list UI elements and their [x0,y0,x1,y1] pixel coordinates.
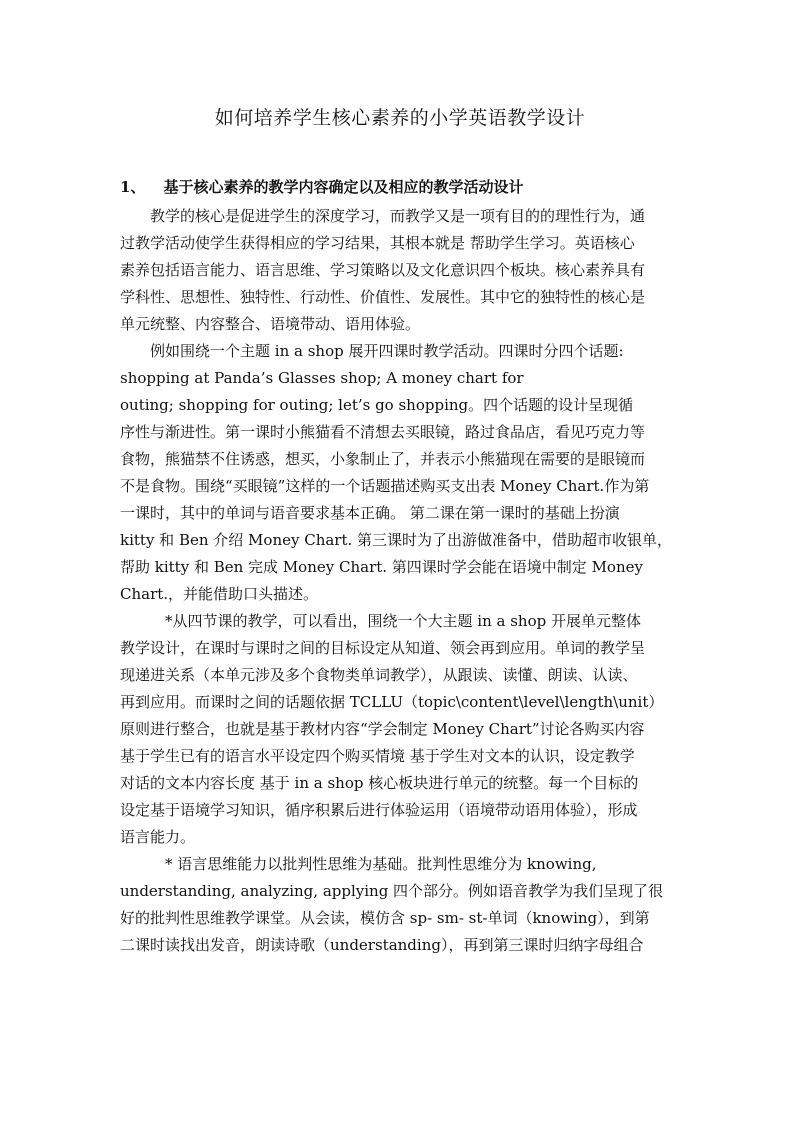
text-line: 语言能力。 [120,828,196,846]
text-line: * 语言思维能力以批判性思维为基础。批判性思维分为 knowing, [120,855,597,873]
text-line: 对话的文本内容长度 基于 in a shop 核心板块进行单元的统整。每一个目标的 [120,774,639,792]
text-line: shopping at Panda’s Glasses shop; A money chart for [120,369,524,387]
text-line: 单元统整、内容整合、语境带动、语用体验。 [120,315,421,333]
text-line: 帮助 kitty 和 Ben 完成 Money Chart. 第四课时学会能在语境中制定 Money [120,558,643,576]
text-line: 学科性、思想性、独特性、行动性、价值性、发展性。其中它的独特性的核心是 [120,288,646,306]
section-number: 1、 [120,178,146,196]
text-line: 例如围绕一个主题 in a shop 展开四课时教学活动。四课时分四个话题: [120,342,624,360]
text-line: 一课时，其中的单词与语音要求基本正确。 第二课在第一课时的基础上扮演 [120,504,620,522]
text-line: outing; shopping for outing; let’s go shopping。四个话题的设计呈现循 [120,396,634,414]
text-line: kitty 和 Ben 介绍 Money Chart. 第三课时为了出游做准备中，借助超市收银单， [120,531,673,549]
text-line: 原则进行整合，也就是基于教材内容“学会制定 Money Chart”讨论各购买内容 [120,720,645,738]
section-heading [120,176,523,197]
text-line: 教学设计，在课时与课时之间的目标设定从知道、领会再到应用。单词的教学呈 [120,639,646,657]
text-line: 好的批判性思维教学课堂。从会读，模仿含 sp- sm- st-单词（knowing），到第 [120,909,650,927]
text-line: Chart.，并能借助口头描述。 [120,585,319,603]
text-line: 食物，熊猫禁不住诱惑，想买，小象制止了，并表示小熊猫现在需要的是眼镜而 [120,450,646,468]
document-title: 如何培养学生核心素养的小学英语教学设计 [214,107,586,129]
text-line: *从四节课的教学，可以看出，围绕一个大主题 in a shop 开展单元整体 [120,612,641,630]
body-text [120,203,682,959]
text-line: 设定基于语境学习知识，循序积累后进行体验运用（语境带动语用体验），形成 [120,801,638,819]
text-line: 现递进关系（本单元涉及多个食物类单词教学），从跟读、读懂、朗读、认读、 [120,666,638,684]
text-line: 教学的核心是促进学生的深度学习，而教学又是一项有目的的理性行为，通 [120,207,646,225]
text-line: 素养包括语言能力、语言思维、学习策略以及文化意识四个板块。核心素养具有 [120,261,646,279]
text-line: 序性与渐进性。第一课时小熊猫看不清想去买眼镜，路过食品店，看见巧克力等 [120,423,646,441]
text-line: 二课时读找出发音，朗读诗歌（understanding），再到第三课时归纳字母组合 [120,936,644,954]
text-line: 再到应用。而课时之间的话题依据 TCLLU（topic\content\level\length\unit） [120,693,664,711]
section-heading-text: 基于核心素养的教学内容确定以及相应的教学活动设计 [163,178,524,196]
text-line: 过教学活动使学生获得相应的学习结果，其根本就是 帮助学生学习。英语核心 [120,234,635,252]
text-line: 基于学生已有的语言水平设定四个购买情境 基于学生对文本的认识，设定教学 [120,747,635,765]
text-line: 不是食物。围绕“买眼镜”这样的一个话题描述购买支出表 Money Chart.作为第 [120,477,650,495]
text-line: understanding, analyzing, applying 四个部分。例如语音教学为我们呈现了很 [120,882,664,900]
